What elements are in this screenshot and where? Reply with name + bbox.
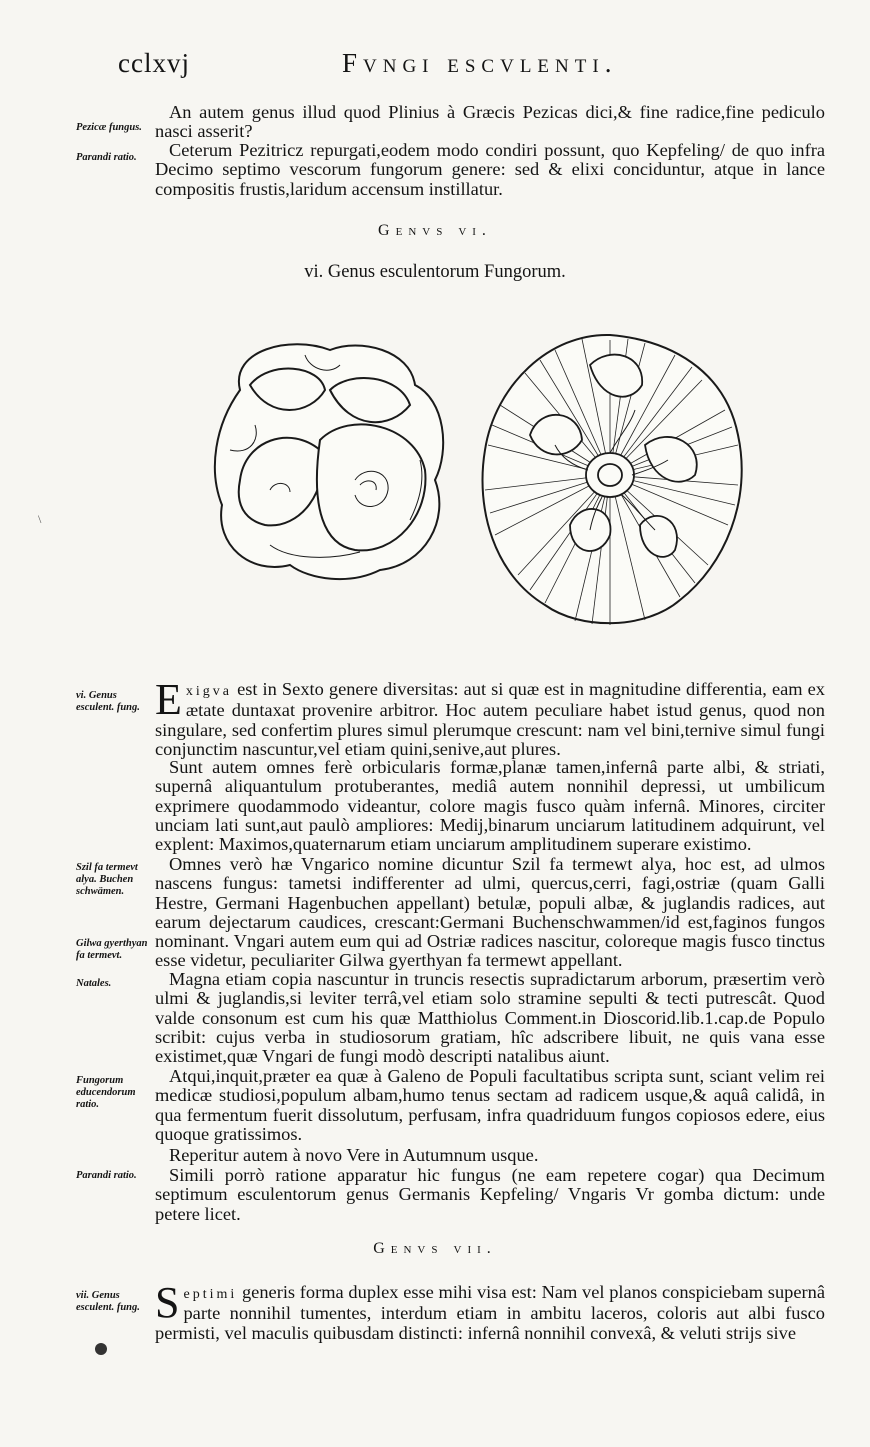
fungus-woodcut-underside	[470, 325, 750, 635]
margin-note-genus-vii: vii. Genus esculent. fung.	[76, 1290, 140, 1313]
intro-paragraph-2: Ceterum Pezitricz repurgati,eodem modo condiri possunt, quo Kepfeling/ de quo infra Decimo septimo vescorum fungorum genere: sed & elixi conciduntur, atque in lance compositis frustis,laridum accensum instillatur.	[155, 140, 825, 199]
drop-cap-e: E	[155, 675, 182, 724]
section-vi-paragraph-2: Sunt autem omnes ferè orbicularis formæ,planæ tamen,infernâ parte albi, & striati, supernâ aliquantulum protuberantes, mediâ autem nonnihil depressi, ut umbilicum exprimere quodammodo videantur, colore magis fusco quàm infernâ. Minores, circiter unciam lati sunt,aut paulò ampliores: Medij,binarum unciarum latitudinem adquirunt, vel explent: Maximos,quaternarum etiam unciarum amplitudinem superare existimo.	[155, 757, 825, 855]
lead-word-vii: eptimi	[183, 1287, 238, 1302]
section-vi-paragraph-1-text: est in Sexto genere diversitas: aut si quæ est in magnitudine differentia, eam ex ætate duntaxat provenire arbitror. Hoc autem peculiare habet istud genus, quod non singulare, sed confertim plures simul plerumque crescunt: nam vel bini,ternive simul fungi conjunctim nascuntur,vel etiam quini,senive,aut plures.	[155, 679, 825, 759]
running-title: Fvngi escvlenti.	[342, 48, 618, 78]
margin-note-natales: Natales.	[76, 978, 112, 989]
fungus-woodcut-upper	[210, 330, 455, 590]
section-vi-paragraph-6: Reperitur autem à novo Vere in Autumnum usque.	[169, 1145, 539, 1165]
section-vii-paragraph-1	[155, 1278, 825, 1343]
drop-cap-s: S	[155, 1278, 180, 1327]
page-number: cclxvj	[118, 48, 190, 78]
section-vi-paragraph-3: Omnes verò hæ Vngarico nomine dicuntur Szil fa termewt alya, hoc est, ad ulmos nascens fungus: tametsi indifferenter ad ulmi, quercus,cerri, fagi,ostriæ (quam Galli Hestre, Germani Hagenbuchen appellant) betulæ, populi albæ, & juglandis radices, aut earum dejectarum caudices, crescant:Germani Buchenschwammen/id est,faginos fungos nominant. Vngari autem eum qui ad Ostriæ radices nascitur, coloreque magis fusco tinctus esse videtur, peculiariter Gilwa gyerthyan fa termewt appellant.	[155, 854, 825, 971]
margin-note-genus-vi: vi. Genus esculent. fung.	[76, 690, 140, 713]
margin-note-parandi: Parandi ratio.	[76, 152, 137, 163]
margin-mark: \	[38, 512, 42, 526]
ink-blot	[95, 1343, 107, 1355]
figure-caption: vi. Genus esculentorum Fungorum.	[304, 262, 566, 282]
section-vi-paragraph-7: Simili porrò ratione apparatur hic fungus (ne eam repetere cogar) qua Decimum septimum esculentorum genus Germanis Kepfeling/ Vngaris Vr gomba dictum: unde petere licet.	[155, 1165, 825, 1224]
section-heading-vii: Genvs vii.	[373, 1240, 497, 1257]
section-vi-paragraph-4: Magna etiam copia nascuntur in truncis resectis supradictarum arborum, præsertim verò ulmi & juglandis,si leviter terrâ,vel etiam solo stramine sepulti & tecti putrescât. Quod valde consonum est cum his quæ Matthiolus Comment.in Dioscorid.lib.1.cap.de Populo scribit: cujus verba in studiosorum gratiam, hîc adscribere libuit, ne quis vana esse existimet,quæ Vngari de fungi modò descripti natalibus aiunt.	[155, 969, 825, 1067]
section-vi-paragraph-5: Atqui,inquit,præter ea quæ à Galeno de Populi facultatibus scripta sunt, sciant velim rei medicæ studiosi,populum albam,humo tenus sectam ad radicem usque,& aquâ calidâ, in qua fermentum fuerit dissolutum, perfusam, infra quadriduum fungos copiosos edere, eius quoque gratissimos.	[155, 1066, 825, 1144]
section-vi-paragraph-1	[155, 675, 825, 759]
section-vii-paragraph-1-text: generis forma duplex esse mihi visa est: Nam vel planos conspiciebam supernâ parte nonnihil tumentes, interdum etiam in ambitu laceros, coloris aut albi fusco permisti, vel maculis quibusdam distincti: infernâ nonnihil convexâ, & veluti strijs sive	[155, 1282, 825, 1343]
intro-paragraph-1: An autem genus illud quod Plinius à Græcis Pezicas dici,& fine radice,fine pediculo nasci asserit?	[155, 102, 825, 142]
margin-note-parandi-2: Parandi ratio.	[76, 1170, 137, 1181]
margin-note-pezicae: Pezicæ fungus.	[76, 122, 142, 133]
margin-note-fungorum: Fungorum educendorum ratio.	[76, 1075, 136, 1110]
lead-word-vi: xigva	[185, 684, 232, 699]
section-heading-vi: Genvs vi.	[378, 222, 492, 239]
margin-note-szil: Szil fa termevt alya. Buchen schwämen.	[76, 862, 138, 897]
margin-note-gilwa: Gilwa gyerthyan fa termevt.	[76, 938, 148, 961]
